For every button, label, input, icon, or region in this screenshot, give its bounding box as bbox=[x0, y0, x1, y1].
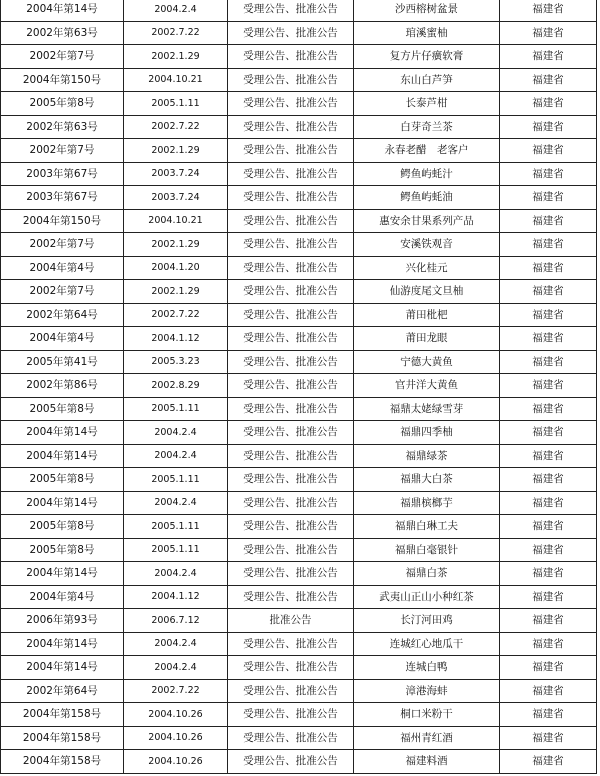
cell-announcement-number: 2005年第41号 bbox=[1, 350, 124, 374]
cell-product-name: 连城白鸭 bbox=[354, 656, 500, 680]
cell-announcement-type: 受理公告、批准公告 bbox=[228, 679, 354, 703]
cell-announcement-type: 受理公告、批准公告 bbox=[228, 374, 354, 398]
cell-province: 福建省 bbox=[500, 327, 597, 351]
cell-product-name: 福鼎白茶 bbox=[354, 562, 500, 586]
cell-province: 福建省 bbox=[500, 397, 597, 421]
cell-product-name: 莆田枇杷 bbox=[354, 303, 500, 327]
cell-province: 福建省 bbox=[500, 491, 597, 515]
cell-province: 福建省 bbox=[500, 280, 597, 304]
table-row bbox=[1, 327, 597, 351]
cell-announcement-type: 受理公告、批准公告 bbox=[228, 92, 354, 116]
cell-announcement-number: 2003年第67号 bbox=[1, 186, 124, 210]
cell-province: 福建省 bbox=[500, 421, 597, 445]
cell-date: 2004.2.4 bbox=[124, 0, 228, 21]
table-row bbox=[1, 703, 597, 727]
cell-announcement-type: 受理公告、批准公告 bbox=[228, 444, 354, 468]
table-row bbox=[1, 280, 597, 304]
table-row bbox=[1, 585, 597, 609]
cell-product-name: 复方片仔癀软膏 bbox=[354, 45, 500, 69]
cell-province: 福建省 bbox=[500, 679, 597, 703]
table-row bbox=[1, 68, 597, 92]
table-row bbox=[1, 491, 597, 515]
cell-announcement-type: 受理公告、批准公告 bbox=[228, 280, 354, 304]
table-row bbox=[1, 421, 597, 445]
cell-product-name: 福鼎大白茶 bbox=[354, 468, 500, 492]
cell-date: 2004.10.21 bbox=[124, 209, 228, 233]
cell-announcement-number: 2004年第14号 bbox=[1, 421, 124, 445]
cell-announcement-number: 2004年第4号 bbox=[1, 327, 124, 351]
cell-announcement-type: 受理公告、批准公告 bbox=[228, 327, 354, 351]
cell-announcement-number: 2004年第14号 bbox=[1, 0, 124, 21]
cell-date: 2004.2.4 bbox=[124, 491, 228, 515]
cell-product-name: 宁德大黄鱼 bbox=[354, 350, 500, 374]
cell-province: 福建省 bbox=[500, 656, 597, 680]
cell-date: 2002.1.29 bbox=[124, 139, 228, 163]
cell-announcement-number: 2002年第86号 bbox=[1, 374, 124, 398]
cell-province: 福建省 bbox=[500, 632, 597, 656]
cell-announcement-type: 受理公告、批准公告 bbox=[228, 115, 354, 139]
cell-announcement-type: 受理公告、批准公告 bbox=[228, 562, 354, 586]
cell-date: 2004.1.20 bbox=[124, 256, 228, 280]
cell-product-name: 漳港海蚌 bbox=[354, 679, 500, 703]
cell-province: 福建省 bbox=[500, 0, 597, 21]
cell-announcement-number: 2003年第67号 bbox=[1, 162, 124, 186]
cell-product-name: 长泰芦柑 bbox=[354, 92, 500, 116]
cell-date: 2005.1.11 bbox=[124, 515, 228, 539]
cell-product-name: 安溪铁观音 bbox=[354, 233, 500, 257]
table-row bbox=[1, 162, 597, 186]
table-row bbox=[1, 538, 597, 562]
cell-announcement-number: 2002年第63号 bbox=[1, 21, 124, 45]
cell-announcement-number: 2004年第14号 bbox=[1, 632, 124, 656]
cell-announcement-type: 受理公告、批准公告 bbox=[228, 397, 354, 421]
table-row bbox=[1, 468, 597, 492]
cell-province: 福建省 bbox=[500, 303, 597, 327]
cell-product-name: 官井洋大黄鱼 bbox=[354, 374, 500, 398]
cell-province: 福建省 bbox=[500, 538, 597, 562]
cell-announcement-number: 2004年第158号 bbox=[1, 703, 124, 727]
cell-province: 福建省 bbox=[500, 350, 597, 374]
table-row bbox=[1, 186, 597, 210]
cell-product-name: 福州青红酒 bbox=[354, 726, 500, 750]
cell-product-name: 福建料酒 bbox=[354, 750, 500, 774]
table-row bbox=[1, 21, 597, 45]
cell-announcement-number: 2004年第14号 bbox=[1, 491, 124, 515]
cell-province: 福建省 bbox=[500, 45, 597, 69]
cell-announcement-number: 2002年第64号 bbox=[1, 303, 124, 327]
cell-announcement-type: 受理公告、批准公告 bbox=[228, 515, 354, 539]
cell-announcement-type: 受理公告、批准公告 bbox=[228, 726, 354, 750]
cell-product-name: 福鼎四季柚 bbox=[354, 421, 500, 445]
cell-announcement-type: 受理公告、批准公告 bbox=[228, 656, 354, 680]
cell-announcement-number: 2004年第14号 bbox=[1, 444, 124, 468]
cell-product-name: 惠安余甘果系列产品 bbox=[354, 209, 500, 233]
cell-province: 福建省 bbox=[500, 21, 597, 45]
table-row bbox=[1, 515, 597, 539]
cell-date: 2004.2.4 bbox=[124, 656, 228, 680]
table-row bbox=[1, 562, 597, 586]
cell-date: 2002.7.22 bbox=[124, 303, 228, 327]
cell-date: 2004.10.26 bbox=[124, 703, 228, 727]
table-row bbox=[1, 139, 597, 163]
cell-date: 2004.2.4 bbox=[124, 562, 228, 586]
cell-announcement-type: 受理公告、批准公告 bbox=[228, 303, 354, 327]
cell-announcement-type: 受理公告、批准公告 bbox=[228, 233, 354, 257]
cell-announcement-type: 受理公告、批准公告 bbox=[228, 468, 354, 492]
table-row bbox=[1, 0, 597, 21]
cell-province: 福建省 bbox=[500, 68, 597, 92]
cell-province: 福建省 bbox=[500, 186, 597, 210]
cell-announcement-number: 2006年第93号 bbox=[1, 609, 124, 633]
cell-announcement-type: 受理公告、批准公告 bbox=[228, 350, 354, 374]
table-row bbox=[1, 115, 597, 139]
cell-province: 福建省 bbox=[500, 92, 597, 116]
cell-province: 福建省 bbox=[500, 162, 597, 186]
cell-province: 福建省 bbox=[500, 515, 597, 539]
table-row bbox=[1, 45, 597, 69]
cell-announcement-number: 2005年第8号 bbox=[1, 397, 124, 421]
table-row bbox=[1, 92, 597, 116]
table-row bbox=[1, 726, 597, 750]
cell-product-name: 沙西榕树盆景 bbox=[354, 0, 500, 21]
cell-province: 福建省 bbox=[500, 750, 597, 774]
cell-announcement-type: 受理公告、批准公告 bbox=[228, 750, 354, 774]
cell-announcement-type: 受理公告、批准公告 bbox=[228, 21, 354, 45]
cell-announcement-number: 2004年第14号 bbox=[1, 562, 124, 586]
cell-province: 福建省 bbox=[500, 609, 597, 633]
cell-province: 福建省 bbox=[500, 468, 597, 492]
cell-product-name: 鳄鱼屿蚝汁 bbox=[354, 162, 500, 186]
cell-date: 2004.10.26 bbox=[124, 726, 228, 750]
cell-announcement-type: 受理公告、批准公告 bbox=[228, 162, 354, 186]
cell-announcement-number: 2002年第7号 bbox=[1, 280, 124, 304]
cell-province: 福建省 bbox=[500, 444, 597, 468]
cell-date: 2006.7.12 bbox=[124, 609, 228, 633]
table-row bbox=[1, 397, 597, 421]
cell-announcement-number: 2004年第150号 bbox=[1, 68, 124, 92]
cell-province: 福建省 bbox=[500, 726, 597, 750]
table-row bbox=[1, 256, 597, 280]
cell-announcement-type: 受理公告、批准公告 bbox=[228, 0, 354, 21]
cell-product-name: 福鼎白琳工夫 bbox=[354, 515, 500, 539]
cell-date: 2004.1.12 bbox=[124, 585, 228, 609]
cell-date: 2004.10.26 bbox=[124, 750, 228, 774]
cell-announcement-type: 受理公告、批准公告 bbox=[228, 139, 354, 163]
cell-product-name: 兴化桂元 bbox=[354, 256, 500, 280]
cell-province: 福建省 bbox=[500, 585, 597, 609]
cell-product-name: 桐口米粉干 bbox=[354, 703, 500, 727]
cell-announcement-number: 2002年第7号 bbox=[1, 233, 124, 257]
cell-date: 2002.7.22 bbox=[124, 115, 228, 139]
cell-product-name: 福鼎白毫银针 bbox=[354, 538, 500, 562]
cell-date: 2002.8.29 bbox=[124, 374, 228, 398]
cell-date: 2003.7.24 bbox=[124, 186, 228, 210]
cell-province: 福建省 bbox=[500, 233, 597, 257]
table-row bbox=[1, 209, 597, 233]
cell-product-name: 仙游度尾文旦柚 bbox=[354, 280, 500, 304]
cell-product-name: 连城红心地瓜干 bbox=[354, 632, 500, 656]
table-row bbox=[1, 303, 597, 327]
cell-announcement-number: 2005年第8号 bbox=[1, 92, 124, 116]
table-row bbox=[1, 632, 597, 656]
cell-province: 福建省 bbox=[500, 703, 597, 727]
cell-product-name: 长汀河田鸡 bbox=[354, 609, 500, 633]
cell-date: 2004.10.21 bbox=[124, 68, 228, 92]
table-body bbox=[1, 0, 597, 773]
cell-date: 2002.1.29 bbox=[124, 280, 228, 304]
cell-announcement-type: 受理公告、批准公告 bbox=[228, 703, 354, 727]
table-row bbox=[1, 609, 597, 633]
table-row bbox=[1, 750, 597, 774]
cell-announcement-number: 2005年第8号 bbox=[1, 515, 124, 539]
cell-product-name: 鳄鱼屿蚝油 bbox=[354, 186, 500, 210]
cell-announcement-number: 2002年第7号 bbox=[1, 139, 124, 163]
cell-announcement-number: 2002年第7号 bbox=[1, 45, 124, 69]
cell-product-name: 永春老醋 老客户 bbox=[354, 139, 500, 163]
cell-date: 2003.7.24 bbox=[124, 162, 228, 186]
cell-date: 2002.7.22 bbox=[124, 679, 228, 703]
table-row bbox=[1, 679, 597, 703]
cell-province: 福建省 bbox=[500, 562, 597, 586]
cell-date: 2004.2.4 bbox=[124, 421, 228, 445]
cell-announcement-type: 受理公告、批准公告 bbox=[228, 68, 354, 92]
table-row bbox=[1, 374, 597, 398]
cell-date: 2005.3.23 bbox=[124, 350, 228, 374]
cell-announcement-number: 2004年第4号 bbox=[1, 585, 124, 609]
cell-announcement-type: 受理公告、批准公告 bbox=[228, 491, 354, 515]
cell-date: 2005.1.11 bbox=[124, 397, 228, 421]
cell-date: 2004.2.4 bbox=[124, 632, 228, 656]
table-row bbox=[1, 350, 597, 374]
cell-announcement-number: 2005年第8号 bbox=[1, 538, 124, 562]
cell-date: 2004.2.4 bbox=[124, 444, 228, 468]
cell-product-name: 福鼎槟榔芋 bbox=[354, 491, 500, 515]
cell-announcement-type: 批准公告 bbox=[228, 609, 354, 633]
cell-announcement-type: 受理公告、批准公告 bbox=[228, 421, 354, 445]
cell-province: 福建省 bbox=[500, 209, 597, 233]
cell-product-name: 琯溪蜜柚 bbox=[354, 21, 500, 45]
cell-announcement-number: 2004年第158号 bbox=[1, 750, 124, 774]
cell-announcement-number: 2002年第63号 bbox=[1, 115, 124, 139]
cell-product-name: 福鼎绿茶 bbox=[354, 444, 500, 468]
cell-announcement-type: 受理公告、批准公告 bbox=[228, 45, 354, 69]
cell-date: 2002.1.29 bbox=[124, 233, 228, 257]
cell-product-name: 武夷山正山小种红茶 bbox=[354, 585, 500, 609]
cell-date: 2005.1.11 bbox=[124, 92, 228, 116]
cell-province: 福建省 bbox=[500, 139, 597, 163]
cell-date: 2005.1.11 bbox=[124, 468, 228, 492]
cell-date: 2002.1.29 bbox=[124, 45, 228, 69]
cell-announcement-number: 2004年第150号 bbox=[1, 209, 124, 233]
cell-product-name: 福鼎太姥绿雪芽 bbox=[354, 397, 500, 421]
cell-date: 2002.7.22 bbox=[124, 21, 228, 45]
cell-announcement-number: 2004年第4号 bbox=[1, 256, 124, 280]
cell-announcement-number: 2004年第158号 bbox=[1, 726, 124, 750]
cell-product-name: 东山白芦笋 bbox=[354, 68, 500, 92]
table-row bbox=[1, 233, 597, 257]
cell-province: 福建省 bbox=[500, 115, 597, 139]
cell-announcement-number: 2004年第14号 bbox=[1, 656, 124, 680]
cell-announcement-number: 2005年第8号 bbox=[1, 468, 124, 492]
cell-announcement-type: 受理公告、批准公告 bbox=[228, 186, 354, 210]
cell-announcement-type: 受理公告、批准公告 bbox=[228, 585, 354, 609]
table-row bbox=[1, 444, 597, 468]
cell-announcement-type: 受理公告、批准公告 bbox=[228, 632, 354, 656]
cell-date: 2005.1.11 bbox=[124, 538, 228, 562]
cell-product-name: 白芽奇兰茶 bbox=[354, 115, 500, 139]
cell-announcement-type: 受理公告、批准公告 bbox=[228, 256, 354, 280]
cell-announcement-number: 2002年第64号 bbox=[1, 679, 124, 703]
cell-date: 2004.1.12 bbox=[124, 327, 228, 351]
table-row bbox=[1, 656, 597, 680]
cell-announcement-type: 受理公告、批准公告 bbox=[228, 538, 354, 562]
cell-announcement-type: 受理公告、批准公告 bbox=[228, 209, 354, 233]
cell-province: 福建省 bbox=[500, 256, 597, 280]
cell-province: 福建省 bbox=[500, 374, 597, 398]
cell-product-name: 莆田龙眼 bbox=[354, 327, 500, 351]
